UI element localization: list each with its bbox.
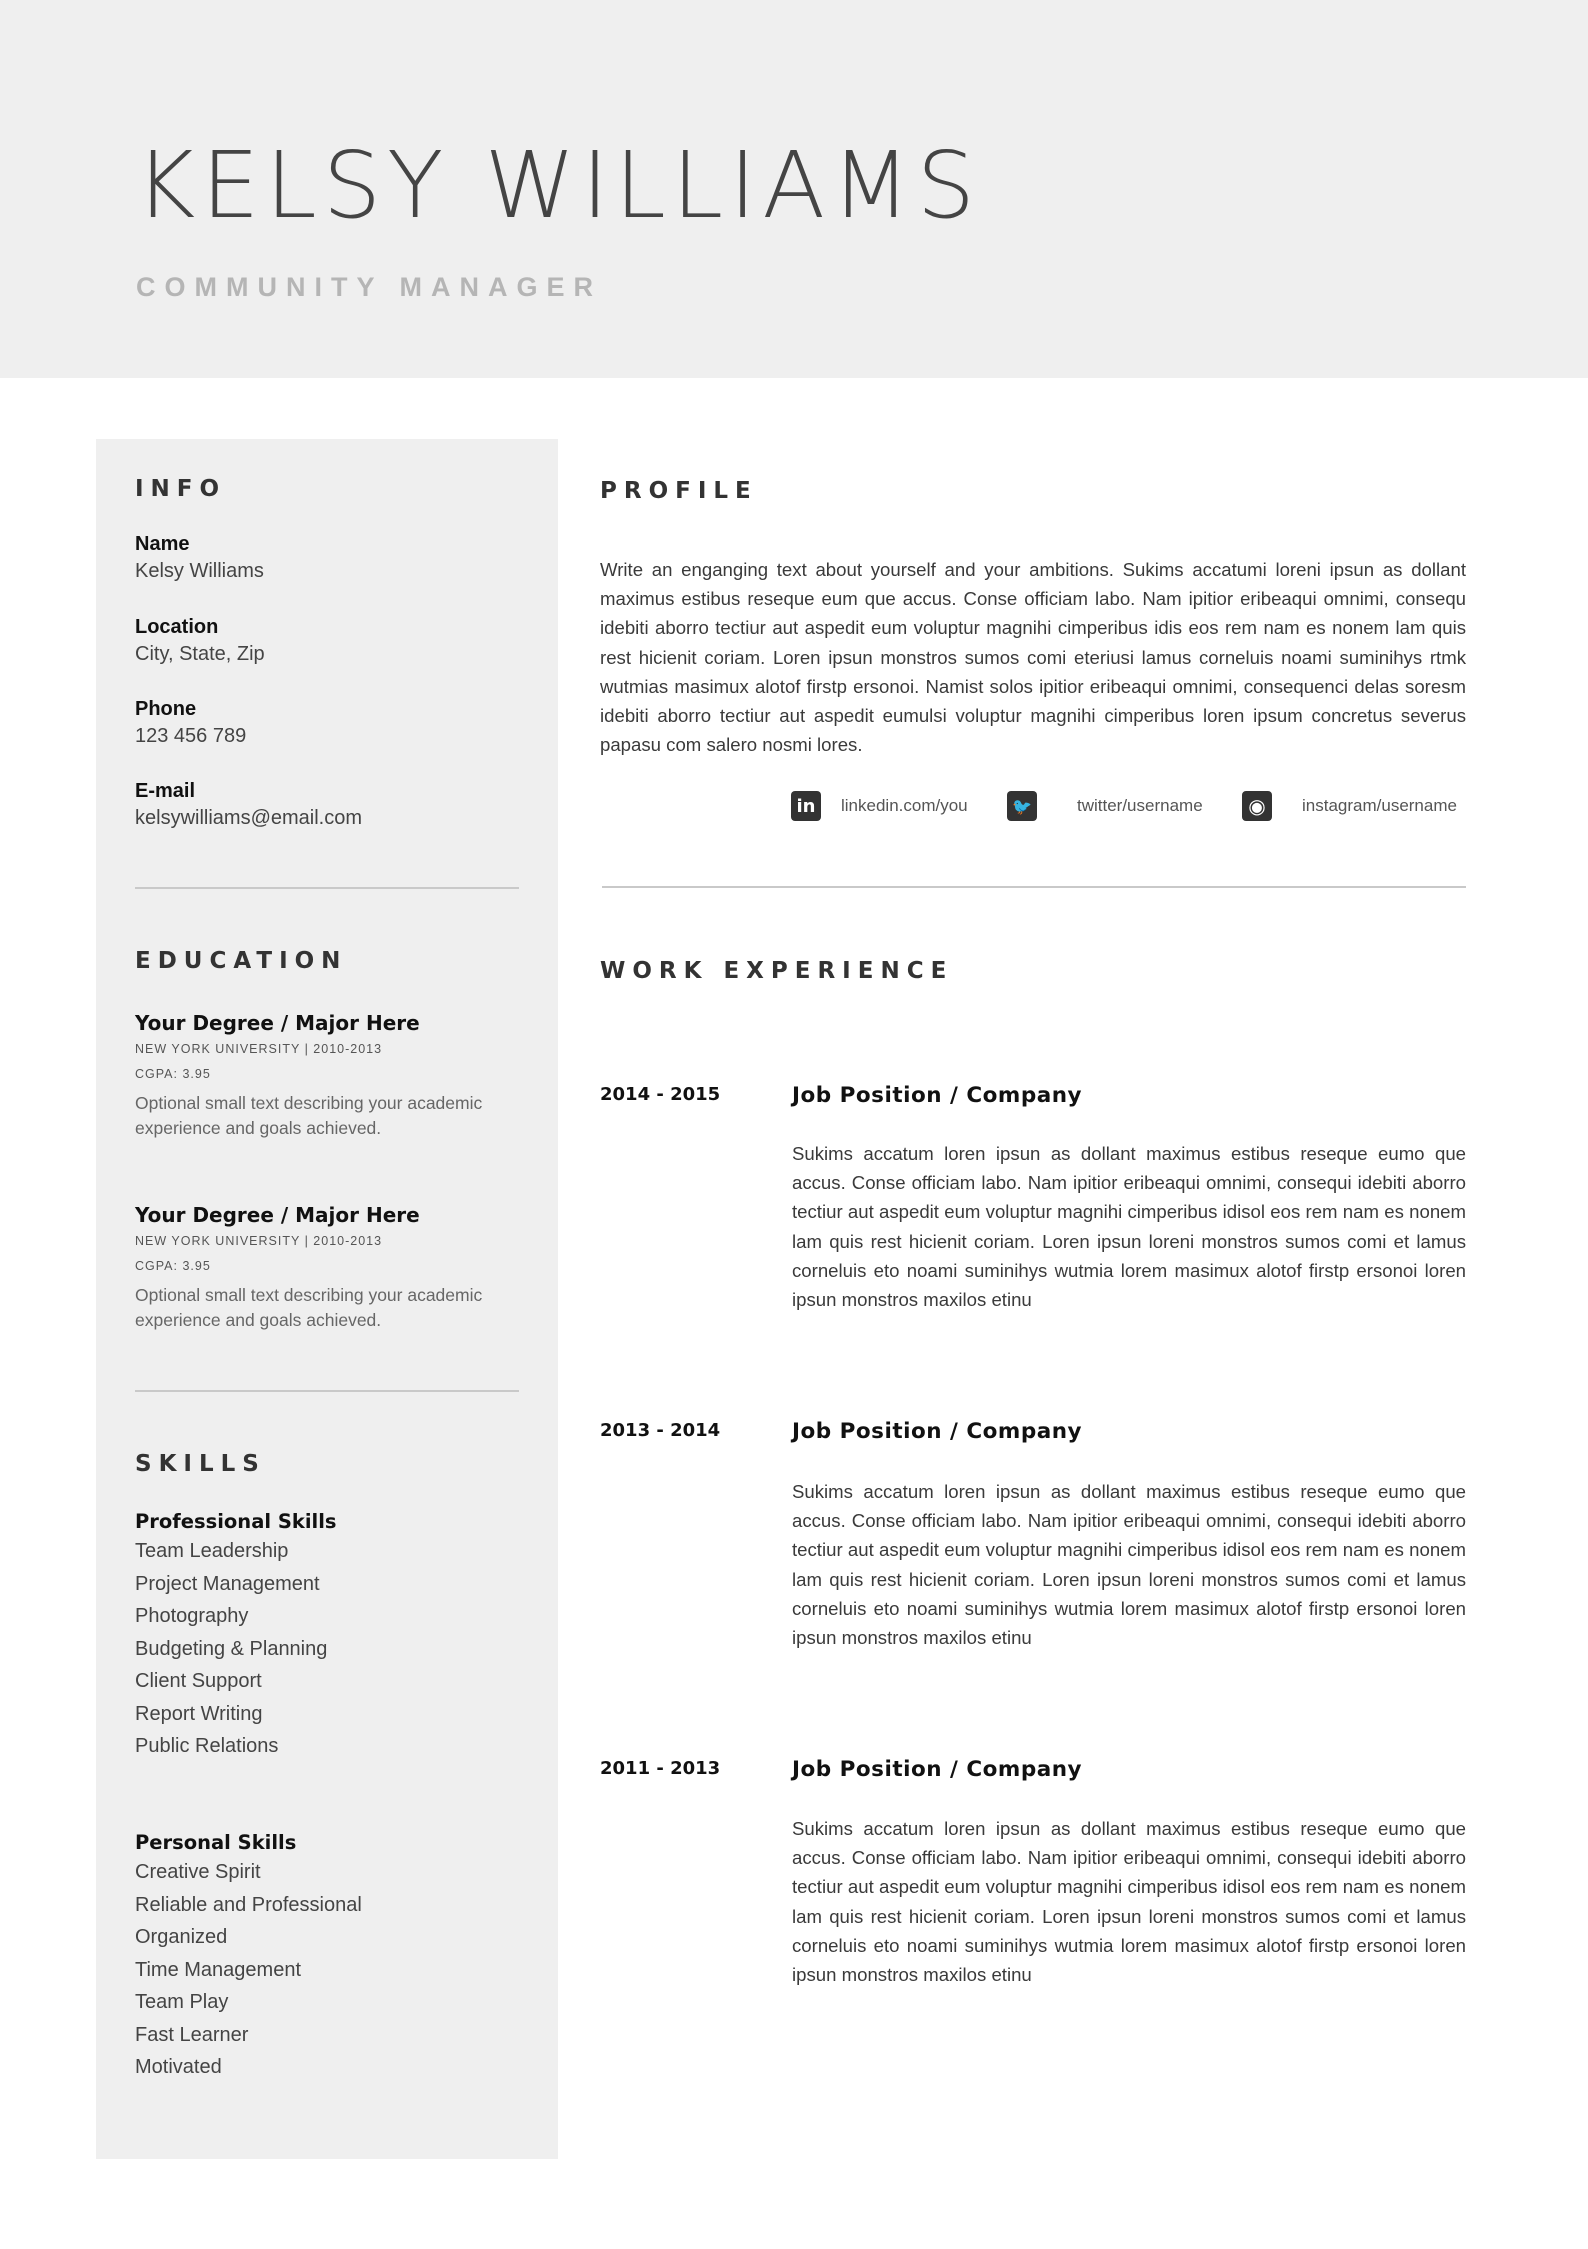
degree-title: Your Degree / Major Here xyxy=(135,1203,420,1227)
info-section-title: INFO xyxy=(135,476,227,502)
profile-section-title: PROFILE xyxy=(600,478,758,504)
skill-item: Organized xyxy=(135,1926,228,1948)
skill-item: Team Play xyxy=(135,1991,229,2013)
education-description: Optional small text describing your academic experience and goals achieved. xyxy=(135,1285,483,1330)
header-band xyxy=(0,0,1588,378)
job-dates: 2011 - 2013 xyxy=(600,1758,721,1779)
skill-item: Reliable and Professional xyxy=(135,1893,362,1916)
divider xyxy=(602,886,1466,888)
instagram-link[interactable] xyxy=(1242,788,1457,824)
linkedin-icon: in xyxy=(791,791,821,821)
skill-item: Fast Learner xyxy=(135,2023,249,2046)
degree-title: Your Degree / Major Here xyxy=(135,1011,420,1035)
info-value: kelsywilliams@email.com xyxy=(135,807,363,829)
instagram-icon: ◉ xyxy=(1242,791,1272,821)
skill-item: Photography xyxy=(135,1605,249,1627)
candidate-role: COMMUNITY MANAGER xyxy=(136,272,602,302)
linkedin-text: linkedin.com/you xyxy=(841,796,968,815)
skills-section-title: SKILLS xyxy=(135,1451,266,1477)
skill-item: Budgeting & Planning xyxy=(135,1637,328,1660)
profile-text: Write an enganging text about yourself and your ambitions. Sukims accatumi loreni ipsun as dollant maximus estibus reseque eum que accus. Conse officiam labo. Nam ipitior eribeaqui omnimi, consequ idebiti aborro tectiur aut aspedit eum voluptur magnihi cimperibus idis eos rem nam es nonem lam quis rest hicienit coriam. Loren ipsun monstros sumos comi eteriusi lamus corneluis noami suminihys rtmk wutmias masimux alotof firstp ersonoi. Namist solos ipitior eribeaqui omnimi, consequenci delas soresm idebiti aborro tectiur aut aspedit eumulsi voluptur magnihi cimperibus loren ipsum concretus severus papasu com salero nosmi lores. xyxy=(600,559,1466,756)
sidebar xyxy=(96,439,558,2159)
job-dates: 2014 - 2015 xyxy=(600,1084,721,1105)
work-section-title: WORK EXPERIENCE xyxy=(600,958,954,984)
info-phone-block xyxy=(135,696,246,750)
twitter-text: twitter/username xyxy=(1077,796,1203,815)
job-dates: 2013 - 2014 xyxy=(600,1420,721,1441)
instagram-text: instagram/username xyxy=(1302,796,1457,815)
info-label: Location xyxy=(135,616,219,638)
school-line: NEW YORK UNIVERSITY | 2010-2013 xyxy=(135,1042,383,1056)
skill-item: Creative Spirit xyxy=(135,1861,261,1883)
job-position: Job Position / Company xyxy=(792,1083,1083,1108)
info-value: Kelsy Williams xyxy=(135,560,264,582)
school-line: NEW YORK UNIVERSITY | 2010-2013 xyxy=(135,1234,383,1248)
info-label: Phone xyxy=(135,698,197,720)
skill-item: Motivated xyxy=(135,2056,222,2078)
candidate-name: KELSY WILLIAMS xyxy=(135,132,982,239)
divider xyxy=(135,1390,519,1392)
skill-item: Team Leadership xyxy=(135,1540,289,1562)
job-description: Sukims accatum loren ipsun as dollant maximus estibus reseque eumo que accus. Conse officiam labo. Nam ipitior eribeaqui omnimi, consequi idebiti aborro tectiur aut aspedit eum voluptur magnihi cimperibus idisol eos rem nam es nonem lam quis rest hicienit coriam. Loren ipsun loreni monstros sumos comi et lamus corneluis eto noami suminihys wutmia lorem masimux alotof firstp ersonoi loren ipsun monstros maxilos etinu xyxy=(792,1143,1466,1311)
linkedin-link[interactable] xyxy=(791,788,968,824)
skill-item: Project Management xyxy=(135,1572,320,1595)
info-value: 123 456 789 xyxy=(135,725,247,747)
gpa-line: CGPA: 3.95 xyxy=(135,1067,211,1081)
professional-skills-list xyxy=(135,1535,327,1763)
info-label: E-mail xyxy=(135,780,196,802)
gpa-line: CGPA: 3.95 xyxy=(135,1259,211,1273)
job-position: Job Position / Company xyxy=(792,1419,1083,1444)
job-position: Job Position / Company xyxy=(792,1757,1083,1782)
education-entry xyxy=(135,1203,519,1333)
info-location-block xyxy=(135,614,265,668)
education-section-title: EDUCATION xyxy=(135,948,348,974)
divider xyxy=(135,887,519,889)
skill-item: Time Management xyxy=(135,1958,301,1981)
info-email-block xyxy=(135,778,362,832)
info-name-block xyxy=(135,531,264,585)
education-entry xyxy=(135,1011,519,1141)
skill-item: Client Support xyxy=(135,1670,262,1692)
info-value: City, State, Zip xyxy=(135,643,265,665)
twitter-link[interactable] xyxy=(1007,788,1203,824)
job-description: Sukims accatum loren ipsun as dollant maximus estibus reseque eumo que accus. Conse officiam labo. Nam ipitior eribeaqui omnimi, consequi idebiti aborro tectiur aut aspedit eum voluptur magnihi cimperibus idisol eos rem nam es nonem lam quis rest hicienit coriam. Loren ipsun loreni monstros sumos comi et lamus corneluis eto noami suminihys wutmia lorem masimux alotof firstp ersonoi loren ipsun monstros maxilos etinu xyxy=(792,1818,1466,1986)
education-description: Optional small text describing your academic experience and goals achieved. xyxy=(135,1093,483,1138)
skill-item: Report Writing xyxy=(135,1702,263,1725)
info-label: Name xyxy=(135,533,190,555)
twitter-icon: 🐦 xyxy=(1007,791,1037,821)
skill-item: Public Relations xyxy=(135,1735,279,1757)
personal-skills-list xyxy=(135,1856,362,2084)
professional-skills-title: Professional Skills xyxy=(135,1510,337,1533)
job-description: Sukims accatum loren ipsun as dollant maximus estibus reseque eumo que accus. Conse officiam labo. Nam ipitior eribeaqui omnimi, consequi idebiti aborro tectiur aut aspedit eum voluptur magnihi cimperibus idisol eos rem nam es nonem lam quis rest hicienit coriam. Loren ipsun loreni monstros sumos comi et lamus corneluis eto noami suminihys wutmia lorem masimux alotof firstp ersonoi loren ipsun monstros maxilos etinu xyxy=(792,1481,1466,1649)
personal-skills-title: Personal Skills xyxy=(135,1831,297,1854)
